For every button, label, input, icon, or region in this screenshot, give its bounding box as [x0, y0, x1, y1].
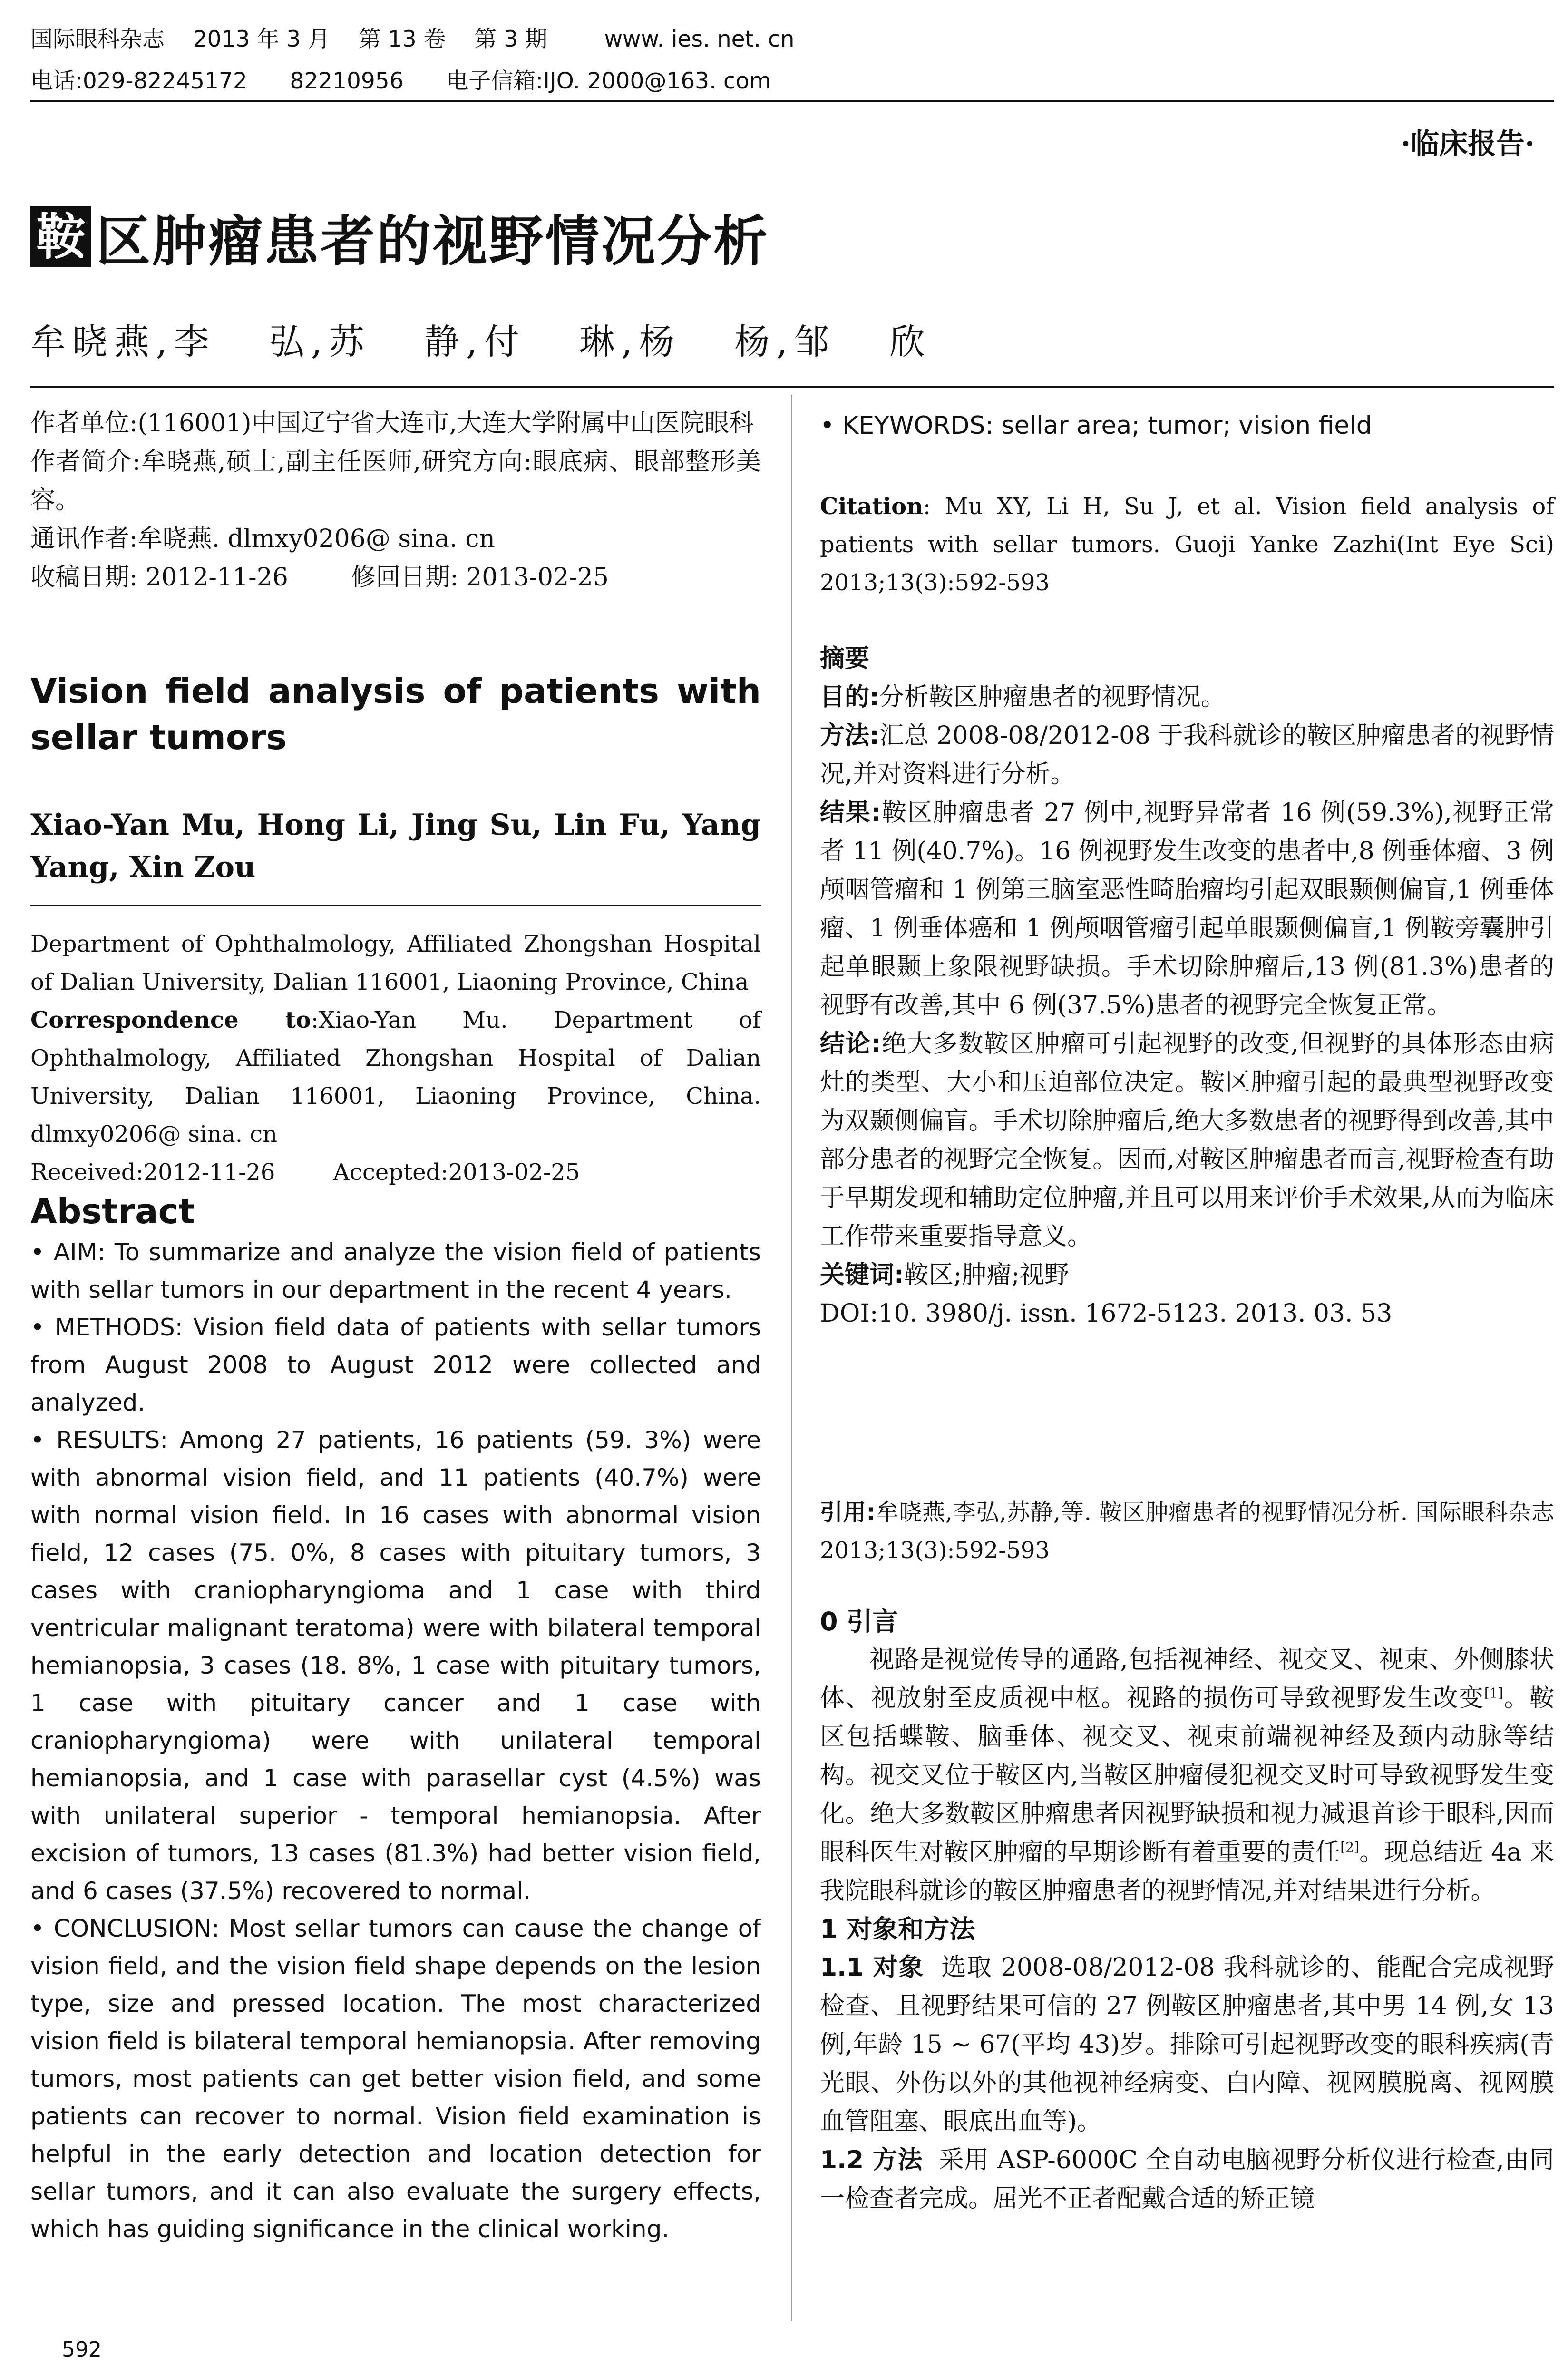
english-affiliation-block	[30, 925, 761, 1191]
section-tag: ·临床报告·	[1401, 127, 1535, 161]
header-rule	[30, 100, 1554, 102]
page-title	[30, 202, 769, 271]
citation-label: Citation	[820, 493, 924, 520]
abstract-body	[30, 1234, 761, 2248]
zh-keywords: 鞍区;肿瘤;视野	[904, 1261, 1069, 1289]
subject-text: 选取 2008-08/2012-08 我科就诊的、能配合完成视野检查、且视野结果可信的 27 例鞍区肿瘤患者,其中男 14 例,女 13 例,年龄 15 ~ 67(平均 43)岁。排除可引起视野改变的眼科疾病(青光眼、外伤以外的其他视神经病变、白内障、视网膜脱离、视网膜血管阻塞、眼底出血等)。	[820, 1953, 1554, 2136]
title-rule	[30, 386, 1554, 388]
author-unit: 作者单位:(116001)中国辽宁省大连市,大连大学附属中山医院眼科	[30, 409, 754, 438]
author-info	[30, 404, 761, 597]
abstract-aim: • AIM: To summarize and analyze the vision field of patients with sellar tumors in our department in the recent 4 years.	[30, 1238, 761, 1304]
column-divider	[791, 395, 792, 2321]
intro-text-1: 视路是视觉传导的通路,包括视神经、视交叉、视束、外侧膝状体、视放射至皮质视中枢。视路的损伤可导致视野发生改变	[820, 1646, 1554, 1713]
methods-heading: 1 对象和方法	[820, 1914, 975, 1944]
zh-results: 鞍区肿瘤患者 27 例中,视野异常者 16 例(59.3%),视野正常者 11 例(40.7%)。16 例视野发生改变的患者中,8 例垂体瘤、3 例颅咽管瘤和 1 例第三脑室恶性畸胎瘤均引起双眼颞侧偏盲,1 例垂体瘤、1 例垂体癌和 1 例颅咽管瘤引起单眼颞侧偏盲,1 例鞍旁囊肿引起单眼颞上象限视野缺损。手术切除肿瘤后,13 例(81.3%)患者的视野有改善,其中 6 例(37.5%)患者的视野完全恢复正常。	[820, 799, 1554, 1020]
citation-cn-label: 引用:	[820, 1499, 876, 1526]
method-label: 1.2 方法	[820, 2146, 923, 2174]
zh-results-label: 结果:	[820, 799, 881, 827]
ref-2: [2]	[1340, 1839, 1359, 1855]
title-first-char: 鞍	[30, 206, 91, 267]
citation-block	[820, 487, 1554, 602]
zh-keywords-label: 关键词:	[820, 1261, 904, 1289]
english-affiliation: Department of Ophthalmology, Affiliated Zhongshan Hospital of Dalian University, Dalian 116001, Liaoning Province, China	[30, 931, 761, 995]
header-journal-line: 国际眼科杂志 2013 年 3 月 第 13 卷 第 3 期 www. ies. net. cn	[30, 26, 795, 52]
intro-text-2: 。鞍区包括蝶鞍、脑垂体、视交叉、视束前端视神经及颈内动脉等结构。视交叉位于鞍区内,当鞍区肿瘤侵犯视交叉时可导致视野发生变化。绝大多数鞍区肿瘤患者因视野缺损和视力减退首诊于眼科,因而眼科医生对鞍区肿瘤的早期诊断有着重要的责任	[820, 1684, 1554, 1867]
keywords-en: • KEYWORDS: sellar area; tumor; vision field	[820, 411, 1372, 440]
citation-cn-block	[820, 1493, 1554, 1569]
correspondence-label: Correspondence to	[30, 1007, 311, 1033]
abstract-methods: • METHODS: Vision field data of patients with sellar tumors from August 2008 to August 2012 were collected and analyzed.	[30, 1314, 761, 1416]
zh-aim: 分析鞍区肿瘤患者的视野情况。	[879, 683, 1226, 711]
citation-cn-text: 牟晓燕,李弘,苏静,等. 鞍区肿瘤患者的视野情况分析. 国际眼科杂志 2013;13(3):592-593	[820, 1499, 1554, 1564]
abstract-results: • RESULTS: Among 27 patients, 16 patients (59. 3%) were with abnormal vision field, and 11 patients (40.7%) were with normal vision field. In 16 cases with abnormal vision field, 12 cases (75. 0%, 8 cases with pituitary tumors, 3 cases with craniopharyngioma and 1 case with third ventricular malignant teratoma) were with bilateral temporal hemianopsia, 3 cases (18. 8%, 1 case with pituitary tumors, 1 case with pituitary cancer and 1 case with craniopharyngioma) were with unilateral temporal hemianopsia, and 1 case with parasellar cyst (4.5%) was with unilateral superior - temporal hemianopsia. After excision of tumors, 13 cases (81.3%) had better vision field, and 6 cases (37.5%) recovered to normal.	[30, 1426, 761, 1905]
method-text: 采用 ASP-6000C 全自动电脑视野分析仪进行检查,由同一检查者完成。屈光不正者配戴合适的矫正镜	[820, 2146, 1554, 2213]
zh-conclusion: 绝大多数鞍区肿瘤可引起视野的改变,但视野的具体形态由病灶的类型、大小和压迫部位决定。鞍区肿瘤引起的最典型视野改变为双颞侧偏盲。手术切除肿瘤后,绝大多数患者的视野得到改善,其中部分患者的视野完全恢复。因而,对鞍区肿瘤患者而言,视野检查有助于早期发现和辅助定位肿瘤,并且可以用来评价手术效果,从而为临床工作带来重要指导意义。	[820, 1030, 1555, 1251]
zh-methods: 汇总 2008-08/2012-08 于我科就诊的鞍区肿瘤患者的视野情况,并对资料进行分析。	[820, 721, 1554, 789]
intro-heading: 0 引言	[820, 1607, 898, 1637]
intro-text-3: 。现总结近 4a 来我院眼科就诊的鞍区肿瘤患者的视野情况,并对结果进行分析。	[820, 1838, 1554, 1905]
author-bio: 作者简介:牟晓燕,硕士,副主任医师,研究方向:眼底病、眼部整形美容。	[30, 448, 761, 515]
title-text: 区肿瘤患者的视野情况分析	[96, 209, 770, 273]
zh-abstract	[820, 640, 1554, 1333]
zh-conclusion-label: 结论:	[820, 1030, 881, 1058]
author-rule	[30, 905, 761, 906]
authors-cn: 牟晓燕,李 弘,苏 静,付 琳,杨 杨,邹 欣	[30, 321, 932, 362]
received-dates-cn: 收稿日期: 2012-11-26 修回日期: 2013-02-25	[30, 563, 609, 592]
zh-abstract-heading: 摘要	[820, 644, 870, 673]
zh-methods-label: 方法:	[820, 721, 879, 750]
correspondence-text: :Xiao-Yan Mu. Department of Ophthalmology, Affiliated Zhongshan Hospital of Dalian University, Dalian 116001, Liaoning Province, China. dlmxy0206@ sina. cn	[30, 1007, 761, 1148]
intro-paragraph	[820, 1641, 1554, 1910]
doi: DOI:10. 3980/j. issn. 1672-5123. 2013. 03. 53	[820, 1299, 1393, 1328]
page-number: 592	[62, 2338, 102, 2362]
abstract-conclusion: • CONCLUSION: Most sellar tumors can cause the change of vision field, and the vision field shape depends on the lesion type, size and pressed location. The most characterized vision field is bilateral temporal hemianopsia. After removing tumors, most patients can get better vision field, and some patients can recover to normal. Vision field examination is helpful in the early detection and location detection for sellar tumors, and it can also evaluate the surgery effects, which has guiding significance in the clinical working.	[30, 1915, 761, 2243]
english-title: Vision field analysis of patients with sellar tumors	[30, 671, 761, 757]
english-received: Received:2012-11-26 Accepted:2013-02-25	[30, 1159, 580, 1186]
subject-label: 1.1 对象	[820, 1953, 925, 1982]
abstract-heading: Abstract	[30, 1191, 195, 1231]
corresponding-author: 通讯作者:牟晓燕. dlmxy0206@ sina. cn	[30, 525, 495, 553]
body-text	[820, 1603, 1554, 2218]
english-authors: Xiao-Yan Mu, Hong Li, Jing Su, Lin Fu, Yang Yang, Xin Zou	[30, 808, 761, 884]
header-contact-line: 电话:029-82245172 82210956 电子信箱:IJO. 2000@163. com	[30, 68, 771, 94]
zh-aim-label: 目的:	[820, 683, 879, 711]
ref-1: [1]	[1484, 1685, 1503, 1701]
citation-text: : Mu XY, Li H, Su J, et al. Vision field analysis of patients with sellar tumors. Guoji Yanke Zazhi(Int Eye Sci) 2013;13(3):592-593	[820, 493, 1554, 596]
